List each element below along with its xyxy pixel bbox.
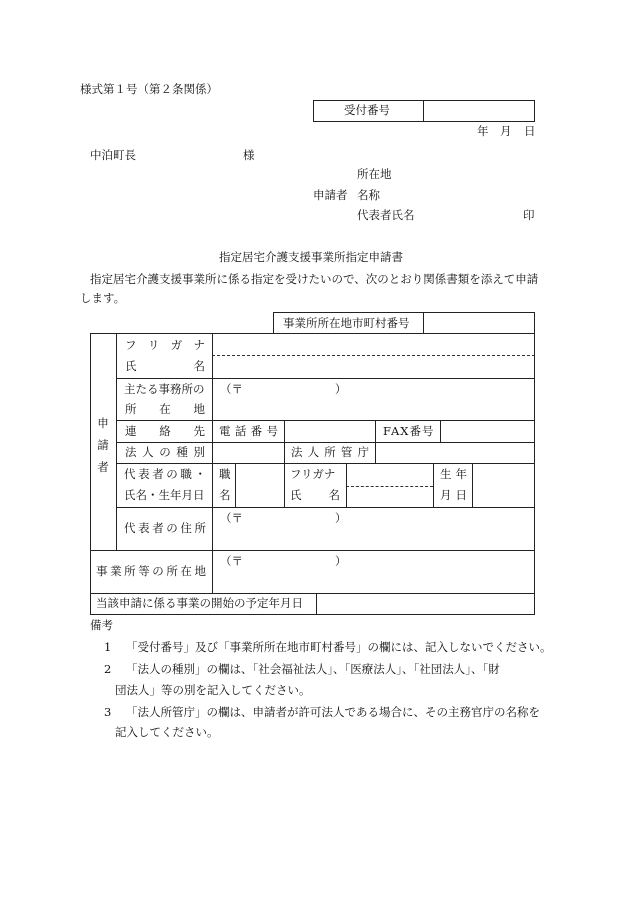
applicant-side-label: 申 請 者 [97, 416, 109, 474]
note-3-text-cont: 記入してください。 [115, 725, 219, 739]
addressee-name: 中泊町長 [90, 148, 136, 162]
birth-label-2: 月 日 [440, 488, 467, 502]
start-date-field[interactable] [317, 594, 534, 614]
intro-text-line1: 指定居宅介護支援事業所に係る指定を受けたいので、次のとおり関係書類を添えて申請 [90, 272, 539, 286]
office-location-field[interactable] [213, 551, 534, 593]
receipt-number-label: 受付番号 [344, 103, 390, 117]
date-day: 日 [524, 124, 536, 138]
representative-address-field[interactable] [213, 508, 534, 550]
phone-label: 電 話 番 号 [219, 424, 278, 438]
applicant-furigana-field[interactable] [213, 334, 534, 355]
fax-label: FAX番号 [383, 424, 435, 438]
note-1-text: 「受付番号」及び「事業所所在地市町村番号」の欄には、記入しないでください。 [126, 640, 552, 654]
note-3-number: 3 [104, 705, 112, 719]
representative-name-label-cell: 氏 名 [290, 488, 340, 502]
representative-info-label: 代 表 者 の 職 ・ [124, 467, 206, 481]
applicant-name-field[interactable] [213, 356, 534, 378]
office-city-code-label: 事業所所在地市町村番号 [283, 316, 410, 330]
representative-info-label-2: 氏名・生年月日 [124, 488, 205, 502]
note-2-number: 2 [104, 662, 112, 676]
office-location-label: 事 業 所 等 の 所 在 地 [96, 564, 206, 578]
form-number: 様式第１号（第２条関係） [80, 82, 218, 96]
main-office-location-label: 所 在 地 [125, 402, 205, 416]
date-year: 年 [477, 124, 489, 138]
note-3-text: 「法人所管庁」の欄は、申請者が許可法人である場合に、その主務官庁の名称を [126, 705, 540, 719]
start-date-label: 当該申請に係る事業の開始の予定年月日 [96, 596, 303, 610]
post-label-2: 名 [219, 488, 231, 502]
office-city-code-field[interactable] [424, 313, 534, 333]
document-title: 指定居宅介護支援事業所指定申請書 [219, 250, 403, 264]
representative-name-field[interactable] [347, 464, 433, 507]
representative-postal-mark: （〒 ） [220, 511, 347, 525]
representative-post-field[interactable] [236, 464, 284, 507]
contact-label: 連 絡 先 [125, 424, 205, 438]
name-label: 氏 名 [125, 359, 205, 373]
office-postal-mark: （〒 ） [220, 554, 347, 568]
main-office-address-field[interactable] [213, 379, 534, 420]
representative-furigana-label: フリガナ [290, 467, 336, 481]
post-label-1: 職 [219, 467, 231, 481]
corporation-authority-label: 法 人 所 管 庁 [291, 445, 369, 459]
seal-mark: 印 [523, 208, 535, 222]
corporation-type-label: 法 人 の 種 別 [125, 445, 205, 459]
applicant-address-label: 所在地 [357, 167, 392, 181]
note-1-number: 1 [104, 640, 112, 654]
date-month: 月 [500, 124, 512, 138]
representative-name-label: 代表者氏名 [357, 208, 415, 222]
phone-field[interactable] [285, 421, 375, 442]
corporation-type-field[interactable] [213, 443, 284, 463]
applicant-name-label: 名称 [357, 188, 380, 202]
receipt-number-field[interactable] [424, 101, 534, 121]
fax-field[interactable] [441, 421, 534, 442]
intro-text-line2: します。 [80, 291, 126, 305]
birth-label-1: 生 年 [440, 467, 467, 481]
corporation-authority-field[interactable] [376, 443, 534, 463]
notes-heading: 備考 [90, 618, 113, 632]
note-2-text-cont: 団法人」等の別を記入してください。 [115, 683, 311, 697]
representative-address-label: 代 表 者 の 住 所 [124, 521, 206, 535]
main-office-label: 主たる事務所の [124, 382, 205, 396]
main-office-postal-mark: （〒 ） [220, 382, 347, 396]
furigana-label: フ リ ガ ナ [125, 338, 205, 352]
applicant-label: 申請者 [313, 188, 348, 202]
addressee-honorific: 様 [243, 148, 255, 162]
note-2-text: 「法人の種別」の欄は、「社会福祉法人」、「医療法人」、「社団法人」、「財 [126, 662, 500, 676]
birth-date-field[interactable] [473, 464, 534, 507]
